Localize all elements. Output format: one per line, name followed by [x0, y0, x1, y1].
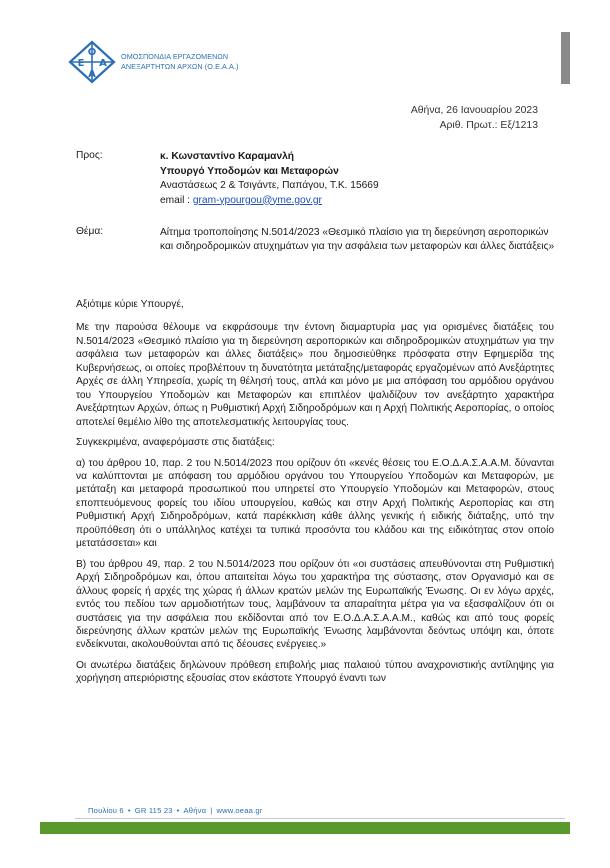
recipient-ministry: Υπουργό Υποδομών και Μεταφορών — [160, 165, 339, 177]
recipient-block — [160, 150, 379, 208]
recipient-email-link[interactable]: gram-ypourgou@yme.gov.gr — [192, 194, 322, 206]
footer-contact: Πουλίου 6 • GR 115 23 • Αθήνα | www.oeaa.gr — [88, 806, 263, 815]
organization-name-line1: ΟΜΟΣΠΟΝΔΙΑ ΕΡΓΑΖΟΜΕΝΩΝ — [121, 52, 229, 61]
body-paragraph-4: Β) του άρθρου 49, παρ. 2 του Ν.5014/2023 που ορίζουν ότι «οι συστάσεις απευθύνονται στη Ρυθμιστική Αρχή Σιδηροδρόμων και, όπου απαιτείται λόγω του χαρακτήρα της σύστασης, στον Οργανισμό και σε άλλους φορείς ή αρχές της χώρας ή άλλων κρατών μελών της Ευρωπαϊκής Ένωσης. Οι εν λόγω αρχές, εντός του πεδίου των αρμοδιοτήτων τους, λαμβάνουν τα απαραίτητα μέτρα για να εξασφαλίζουν ότι οι συστάσεις για την ασφάλεια που εκδίδονται από τον Ε.Ο.Δ.Α.Σ.Α.Α.Μ., καθώς και από τους φορείς διερεύνησης άλλων κρατών μελών της Ευρωπαϊκής Ένωσης λαμβάνονται δεόντως υπόψη και, όποτε ενδείκνυται, ακολουθούνται από τις δέουσες ενέργειες.» — [76, 558, 554, 651]
footer-address: Πουλίου 6 — [88, 806, 124, 815]
recipient-email-row — [160, 194, 379, 209]
letter-date: Αθήνα, 26 Ιανουαρίου 2023 — [410, 105, 538, 116]
protocol-number: Αριθ. Πρωτ.: Εξ/1213 — [439, 120, 538, 131]
svg-text:Α: Α — [99, 58, 107, 69]
subject-label: Θέμα: — [76, 226, 104, 237]
recipient-name: κ. Κωνσταντίνο Καραμανλή — [160, 151, 294, 162]
subject-text: Αίτημα τροποποίησης Ν.5014/2023 «Θεσμικό πλαίσιο για τη διερεύνηση αεροπορικών και σιδηροδρομικών ατυχημάτων για την ασφάλεια των μεταφορών και άλλες διατάξεις» — [160, 227, 555, 253]
svg-text:Ε: Ε — [77, 58, 85, 69]
letter-body — [76, 298, 554, 693]
organization-name-line2: ΑΝΕΞΑΡΤΗΤΩΝ ΑΡΧΩΝ (Ο.Ε.Α.Α.) — [121, 62, 239, 71]
footer-city: Αθήνα — [183, 806, 207, 815]
footer-website[interactable]: www.oeaa.gr — [216, 806, 263, 815]
body-paragraph-3: α) του άρθρου 10, παρ. 2 του Ν.5014/2023 που ορίζουν ότι «κενές θέσεις του Ε.Ο.Δ.Α.Σ.Α.Α.Μ. δύνανται να καλύπτονται με απόφαση του αρμόδιου οργάνου του Υπουργείου Υποδομών και Μεταφορών, με μετάταξη και μεταφορά προσωπικού που υπηρετεί στο Υπουργείο Υποδομών και Μεταφορών, στους εποπτευόμενους φορείς του ιδίου υπουργείου, καθώς και στην Αρχή Πολιτικής Αεροπορίας και στη Ρυθμιστική Αρχή Σιδηροδρόμων, κατά παρέκκλιση κάθε άλλης γενικής ή ειδικής διάταξης, υπό την προϋπόθεση ότι ο υπάλληλος κατέχει τα τυπικά προσόντα του κλάδου και της ειδικότητας στον οποίο μετατάσσεται» και — [76, 457, 554, 550]
date-protocol-block — [411, 103, 538, 133]
organization-logo — [68, 40, 116, 84]
email-label: email : — [160, 194, 191, 206]
body-paragraph-5: Οι ανωτέρω διατάξεις δηλώνουν πρόθεση επιβολής μιας παλαιού τύπου αναχρονιστικής αντίληψης για χορήγηση απεριόριστης εξουσίας στον εκάστοτε Υπουργό έναντι των — [76, 659, 554, 685]
svg-text:Α: Α — [88, 69, 96, 80]
recipient-address: Αναστάσεως 2 & Τσιγάντε, Παπάγου, Τ.Κ. 15669 — [160, 180, 379, 191]
footer-divider — [75, 818, 565, 819]
body-paragraph-2: Συγκεκριμένα, αναφερόμαστε στις διατάξεις: — [76, 437, 275, 449]
footer-postcode: GR 115 23 — [134, 806, 173, 815]
header-accent-bar — [561, 32, 570, 84]
recipient-label: Προς: — [76, 150, 103, 161]
organization-name — [121, 52, 239, 72]
body-paragraph-1: Με την παρούσα θέλουμε να εκφράσουμε την έντονη διαμαρτυρία μας για ορισμένες διατάξεις του Ν.5014/2023 «Θεσμικό πλαίσιο για τη διερεύνηση αεροπορικών και σιδηροδρομικών ατυχημάτων για την ασφάλεια των μεταφορών και άλλες διατάξεις» που δημοσιεύθηκε πρόσφατα στην Εφημερίδα της Κυβερνήσεως, οι οποίες προβλέπουν τη δυνατότητα μετάταξης/μεταφοράς εργαζομένων από Ανεξάρτητες Αρχές σε άλλη Υπηρεσία, χωρίς τη θέλησή τους, απλά και μόνο με μια απόφαση του αρμόδιου οργάνου του Υπουργείου Υποδομών και Μεταφορών και επιπλέον ψαλιδίζουν τον ανεξάρτητο χαρακτήρα Ανεξάρτητων Αρχών, όπως η Ρυθμιστική Αρχή Σιδηροδρόμων και η Αρχή Πολιτικής Αεροπορίας, ο οποίος αποτελεί θεμέλιο λίθο της αποτελεσματικής λειτουργίας τους. — [76, 322, 554, 428]
svg-text:Ο: Ο — [87, 47, 97, 58]
greeting: Αξιότιμε κύριε Υπουργέ, — [76, 299, 184, 310]
footer-green-bar — [40, 822, 570, 834]
